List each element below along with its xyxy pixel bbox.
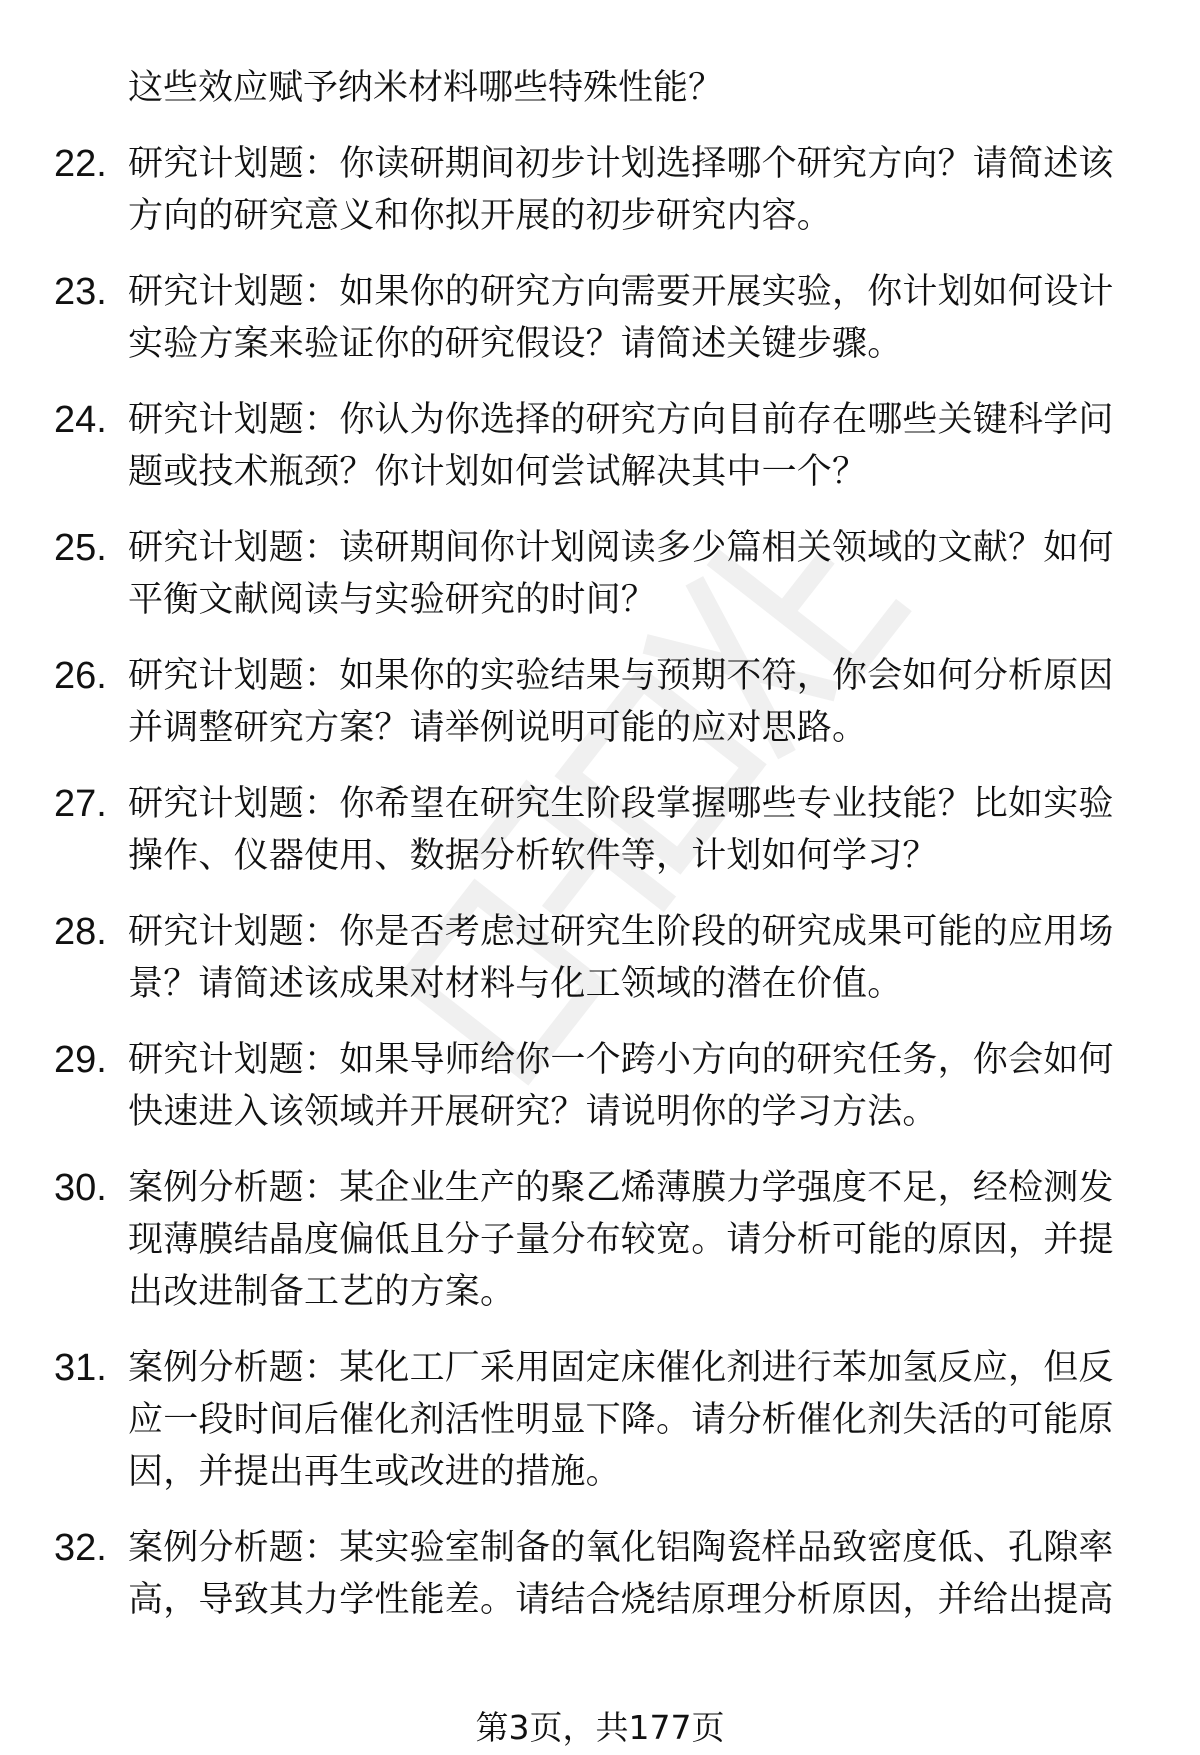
question-text-line: 因，并提出再生或改进的措施。 bbox=[128, 1452, 621, 1492]
page-footer: 第3页，共177页 bbox=[475, 1708, 725, 1747]
question-text-line: 研究计划题：读研期间你计划阅读多少篇相关领域的文献？如何 bbox=[128, 528, 1114, 568]
question-text bbox=[128, 138, 1138, 242]
question-number: 26. bbox=[54, 655, 107, 697]
question-text-line: 研究计划题：如果你的研究方向需要开展实验，你计划如何设计 bbox=[128, 272, 1114, 312]
question-item bbox=[0, 778, 1200, 882]
question-item bbox=[0, 266, 1200, 370]
question-text bbox=[128, 394, 1138, 498]
question-text-line: 快速进入该领域并开展研究？请说明你的学习方法。 bbox=[128, 1092, 938, 1132]
question-text bbox=[128, 266, 1138, 370]
question-text-line: 操作、仪器使用、数据分析软件等，计划如何学习？ bbox=[128, 836, 938, 876]
question-text-line: 实验方案来验证你的研究假设？请简述关键步骤。 bbox=[128, 324, 903, 364]
question-item bbox=[0, 138, 1200, 242]
question-item bbox=[0, 650, 1200, 754]
question-item bbox=[0, 1522, 1200, 1626]
question-text-line: 出改进制备工艺的方案。 bbox=[128, 1272, 516, 1312]
question-text-line: 并调整研究方案？请举例说明可能的应对思路。 bbox=[128, 708, 868, 748]
continuation-line: 这些效应赋予纳米材料哪些特殊性能？ bbox=[128, 68, 724, 108]
question-text-line: 研究计划题：你希望在研究生阶段掌握哪些专业技能？比如实验 bbox=[128, 784, 1114, 824]
question-text-line: 平衡文献阅读与实验研究的时间？ bbox=[128, 580, 657, 620]
question-number: 30. bbox=[54, 1167, 107, 1209]
question-text-line: 高，导致其力学性能差。请结合烧结原理分析原因，并给出提高 bbox=[128, 1580, 1114, 1620]
question-item bbox=[0, 394, 1200, 498]
question-number: 31. bbox=[54, 1347, 107, 1389]
question-number: 22. bbox=[54, 143, 107, 185]
question-list bbox=[0, 138, 1200, 1650]
question-text bbox=[128, 1522, 1138, 1626]
question-number: 27. bbox=[54, 783, 107, 825]
question-text-line: 案例分析题：某化工厂采用固定床催化剂进行苯加氢反应，但反 bbox=[128, 1348, 1114, 1388]
question-number: 25. bbox=[54, 527, 107, 569]
question-text-line: 现薄膜结晶度偏低且分子量分布较宽。请分析可能的原因，并提 bbox=[128, 1220, 1114, 1260]
question-item bbox=[0, 522, 1200, 626]
question-text bbox=[128, 650, 1138, 754]
question-text-line: 研究计划题：如果你的实验结果与预期不符，你会如何分析原因 bbox=[128, 656, 1114, 696]
question-number: 32. bbox=[54, 1527, 107, 1569]
question-number: 29. bbox=[54, 1039, 107, 1081]
question-number: 23. bbox=[54, 271, 107, 313]
question-text-line: 景？请简述该成果对材料与化工领域的潜在价值。 bbox=[128, 964, 903, 1004]
question-text-line: 研究计划题：你是否考虑过研究生阶段的研究成果可能的应用场 bbox=[128, 912, 1114, 952]
question-text-line: 方向的研究意义和你拟开展的初步研究内容。 bbox=[128, 196, 833, 236]
question-item bbox=[0, 906, 1200, 1010]
question-item bbox=[0, 1034, 1200, 1138]
question-text-line: 案例分析题：某企业生产的聚乙烯薄膜力学强度不足，经检测发 bbox=[128, 1168, 1114, 1208]
question-text-line: 研究计划题：如果导师给你一个跨小方向的研究任务，你会如何 bbox=[128, 1040, 1114, 1080]
question-number: 28. bbox=[54, 911, 107, 953]
question-text bbox=[128, 1342, 1138, 1498]
question-text-line: 应一段时间后催化剂活性明显下降。请分析催化剂失活的可能原 bbox=[128, 1400, 1114, 1440]
question-text bbox=[128, 1034, 1138, 1138]
question-number: 24. bbox=[54, 399, 107, 441]
question-text bbox=[128, 522, 1138, 626]
question-item bbox=[0, 1342, 1200, 1498]
question-text-line: 题或技术瓶颈？你计划如何尝试解决其中一个？ bbox=[128, 452, 868, 492]
question-item bbox=[0, 1162, 1200, 1318]
question-text bbox=[128, 906, 1138, 1010]
question-text bbox=[128, 778, 1138, 882]
question-text-line: 研究计划题：你读研期间初步计划选择哪个研究方向？请简述该 bbox=[128, 144, 1114, 184]
question-text-line: 案例分析题：某实验室制备的氧化铝陶瓷样品致密度低、孔隙率 bbox=[128, 1528, 1114, 1568]
question-text-line: 研究计划题：你认为你选择的研究方向目前存在哪些关键科学问 bbox=[128, 400, 1114, 440]
question-text bbox=[128, 1162, 1138, 1318]
